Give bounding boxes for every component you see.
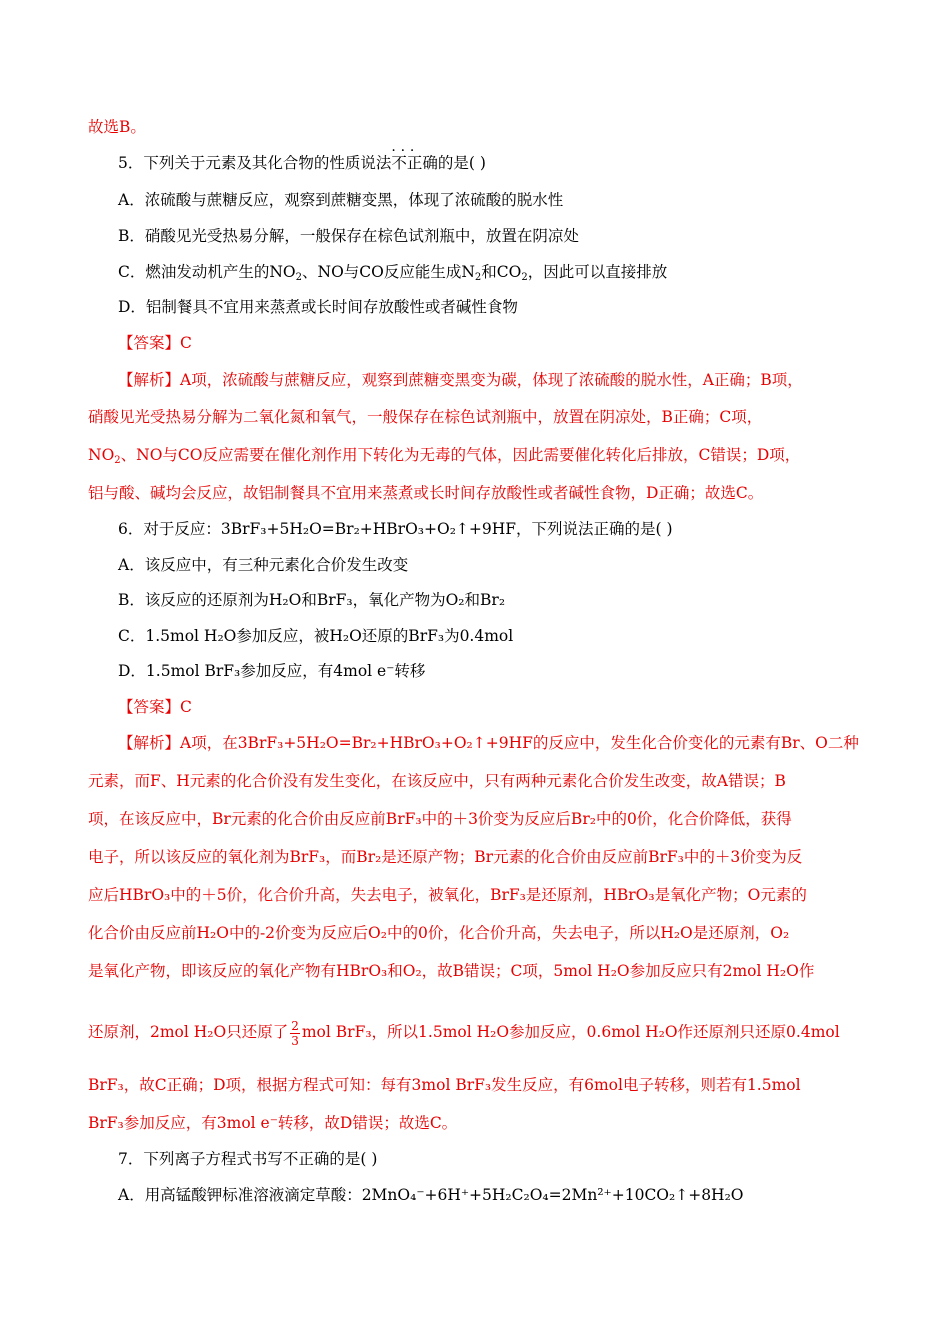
q6-option-a: A．该反应中，有三种元素化合价发生改变 xyxy=(118,556,409,574)
q7-stem: 7．下列离子方程式书写不正确的是( ) xyxy=(118,1150,378,1168)
q5-explanation-line: 【解析】A项，浓硫酸与蔗糖反应，观察到蔗糖变黑变为碳，体现了浓硫酸的脱水性，A正确；B项， xyxy=(118,371,803,389)
q5-answer: 【答案】C xyxy=(118,334,192,352)
q6-explanation-line: 项，在该反应中，Br元素的化合价由反应前BrF₃中的＋3价变为反应后Br₂中的0价，化合价降低，获得 xyxy=(88,810,792,828)
q5-option-c: C．燃油发动机产生的$NO_2$、NO与CO反应能生成$N_2$和$CO_2$，因此可以直接排放 xyxy=(118,263,668,283)
q6-explanation-line: 还原剂，2mol H₂O只还原了 $\frac{2}{3}$ mol BrF₃，所以1.5mol H₂O参加反应，0.6mol H₂O作还原剂只还原0.4mol xyxy=(88,1018,840,1048)
q6-option-b: B．该反应的还原剂为H₂O和BrF₃，氧化产物为O₂和Br₂ xyxy=(118,591,506,609)
q6-option-d: D．1.5mol BrF₃参加反应，有4mol e⁻转移 xyxy=(118,662,426,680)
q6-explanation-line: 应后HBrO₃中的＋5价，化合价升高，失去电子，被氧化，BrF₃是还原剂，HBrO₃是氧化产物；O元素的 xyxy=(88,886,807,904)
q6-answer: 【答案】C xyxy=(118,698,192,716)
q6-explanation-line: 电子，所以该反应的氧化剂为BrF₃，而Br₂是还原产物；Br元素的化合价由反应前BrF₃中的＋3价变为反 xyxy=(88,848,803,866)
fraction: $\frac{2}{3}$ xyxy=(291,1018,299,1048)
q5-stem: 5．下列关于元素及其化合物的性质说法· · · 不正确的是( ) xyxy=(118,153,486,173)
q5-option-d: D．铝制餐具不宜用来蒸煮或长时间存放酸性或者碱性食物 xyxy=(118,298,518,316)
q5-explanation-line: 硝酸见光受热易分解为二氧化氮和氧气，一般保存在棕色试剂瓶中，放置在阴凉处，B正确；C项， xyxy=(88,408,763,426)
prev-conclusion: 故选B。 xyxy=(88,118,146,136)
q6-stem: 6．对于反应：3BrF₃+5H₂O=Br₂+HBrO₃+O₂↑+9HF，下列说法正确的是( ) xyxy=(118,520,673,538)
q6-explanation-line: 元素，而F、H元素的化合价没有发生变化，在该反应中，只有两种元素化合价发生改变，故A错误；B xyxy=(88,772,786,790)
q5-option-b: B．硝酸见光受热易分解，一般保存在棕色试剂瓶中，放置在阴凉处 xyxy=(118,227,579,245)
emphasis-dots: · · · 不正确 xyxy=(391,153,438,173)
q5-option-a: A．浓硫酸与蔗糖反应，观察到蔗糖变黑，体现了浓硫酸的脱水性 xyxy=(118,191,564,209)
q6-option-c: C．1.5mol H₂O参加反应，被H₂O还原的BrF₃为0.4mol xyxy=(118,627,514,645)
q6-explanation-line: BrF₃参加反应，有3mol e⁻转移，故D错误；故选C。 xyxy=(88,1114,458,1132)
q7-option-a: A．用高锰酸钾标准溶液滴定草酸：2MnO₄⁻+6H⁺+5H₂C₂O₄=2Mn²⁺+10CO₂↑+8H₂O xyxy=(118,1186,744,1204)
q6-explanation-line: 是氧化产物，即该反应的氧化产物有HBrO₃和O₂，故B错误；C项，5mol H₂O参加反应只有2mol H₂O作 xyxy=(88,962,815,980)
q5-explanation-line: $NO_2$、NO与CO反应需要在催化剂作用下转化为无毒的气体，因此需要催化转化后排放，C错误；D项， xyxy=(88,446,801,466)
q6-explanation-line: BrF₃，故C正确；D项，根据方程式可知：每有3mol BrF₃发生反应，有6mol电子转移，则若有1.5mol xyxy=(88,1076,801,1094)
q5-explanation-line: 铝与酸、碱均会反应，故铝制餐具不宜用来蒸煮或长时间存放酸性或者碱性食物，D正确；故选C。 xyxy=(88,484,764,502)
q6-explanation-line: 化合价由反应前H₂O中的-2价变为反应后O₂中的0价，化合价升高，失去电子，所以H₂O是还原剂，O₂ xyxy=(88,924,790,942)
q6-explanation-line: 【解析】A项，在3BrF₃+5H₂O=Br₂+HBrO₃+O₂↑+9HF的反应中，发生化合价变化的元素有Br、O二种 xyxy=(118,734,859,752)
